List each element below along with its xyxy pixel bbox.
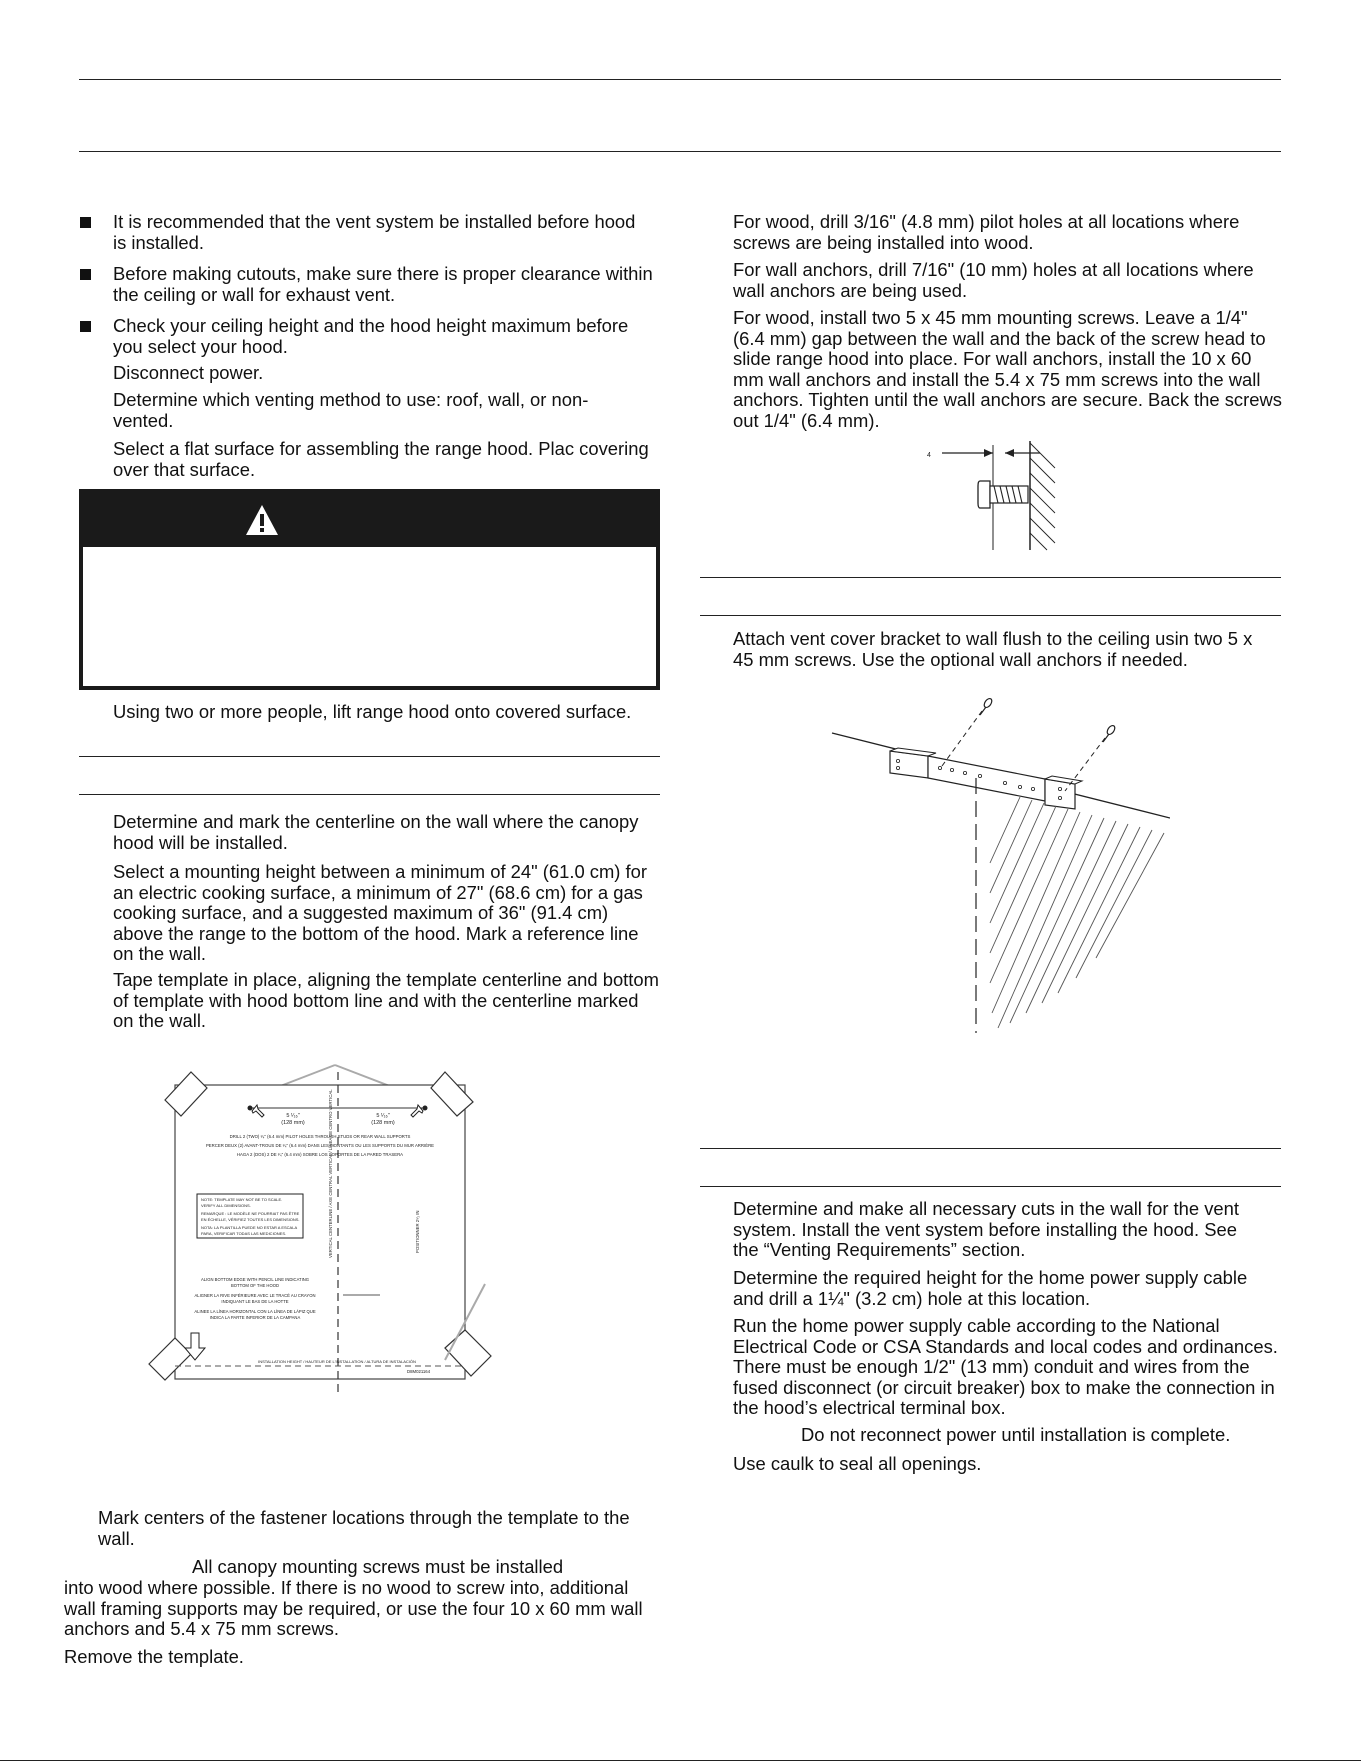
note-line-5: NOTA: LA PLANTILLA PUEDE NO ESTAR A ESCALA xyxy=(201,1225,298,1230)
align-line-5: ALINEE LA LÍNEA HORIZONTAL CON LA LÍNEA DE LÁPIZ QUE xyxy=(194,1309,316,1314)
header-rule-top xyxy=(79,79,1281,80)
step-lift-hood: Using two or more people, lift range hood onto covered surface. xyxy=(113,701,632,722)
align-line-1: ALIGN BOTTOM EDGE WITH PENCIL LINE INDICATING xyxy=(200,1277,310,1282)
bullet-square xyxy=(80,217,91,228)
section-rule xyxy=(700,1148,1281,1149)
align-line-2: BOTTOM OF THE HOOD xyxy=(230,1283,280,1288)
drill-instruction-fr: PERCER DEUX (2) AVANT-TROUS DE ¹⁄₄" (6.4 mm) DANS LES MONTANTS OU LES SUPPORTS DU MUR ARRIÈRE xyxy=(205,1143,435,1148)
step-mark-fasteners: Mark centers of the fastener locations through the template to the wall. xyxy=(98,1507,630,1549)
note-line-4: EN ÉCHELLE, VÉRIFIEZ TOUTES LES DIMENSIONS. xyxy=(201,1217,300,1222)
step-tape-template: Tape template in place, aligning the template centerline and bottom of template with hood bottom line and with the centerline marked on the wall. xyxy=(113,969,659,1031)
step-attach-bracket: Attach vent cover bracket to wall flush to the ceiling usin two 5 x 45 mm screws. Use the optional wall anchors if needed. xyxy=(733,628,1253,670)
align-line-4: INDIQUANT LE BAS DE LA HOTTE xyxy=(221,1299,289,1304)
note-line-6: PARA, VERIFICAR TODAS LAS MEDICIONES. xyxy=(201,1231,287,1236)
step-anchor-holes: For wall anchors, drill 7/16" (10 mm) holes at all locations where wall anchors are being used. xyxy=(733,259,1254,301)
step-mark-centerline: Determine and mark the centerline on the wall where the canopy hood will be installed. xyxy=(113,811,639,853)
header-rule-bottom xyxy=(79,151,1281,152)
section-rule xyxy=(700,577,1281,578)
section-rule xyxy=(79,756,660,757)
install-height-label: INSTALLATION HEIGHT / HAUTEUR DE L'INSTALLATION / ALTURA DE INSTALACIÓN xyxy=(258,1359,416,1364)
note-screws-rest: into wood where possible. If there is no wood to screw into, additional wall framing supports may be required, or use the four 10 x 60 mm wall anchors and 5.4 x 75 mm screws. xyxy=(64,1577,643,1639)
note-line-1: NOTE: TEMPLATE MAY NOT BE TO SCALE. xyxy=(201,1197,283,1202)
template-illustration xyxy=(145,1058,505,1412)
section-rule xyxy=(700,615,1281,616)
step-mounting-screws: For wood, install two 5 x 45 mm mounting screws. Leave a 1/4" (6.4 mm) gap between the wall and the back of the screw head to slide range hood into place. For wall anchors, install the 10 x 60 mm wall anchors and install the 5.4 x 75 mm screws into the wall anchors. Tighten until the wall anchors are secure. Back the screws out 1/4" (6.4 mm). xyxy=(733,307,1282,431)
dim-right-mm-label: (128 mm) xyxy=(371,1120,395,1126)
drill-instruction-es: HAGA 2 (DOS) 2 DE ¹⁄₄" (6.4 mm) SOBRE LOS SOPORTES DE LA PARED TRASERA xyxy=(236,1152,404,1157)
centerline-label: VERTICAL CENTERLINE / AXE CENTRAL VERTICAL / LÍNEA DE CENTRO VERTICAL xyxy=(328,1089,333,1258)
align-line-6: INDICA LA PARTE INFERIOR DE LA CAMPANA xyxy=(209,1315,301,1320)
bullet-square xyxy=(80,269,91,280)
step-venting-method: Determine which venting method to use: roof, wall, or non-vented. xyxy=(113,389,589,431)
bullet-ceiling-height: Check your ceiling height and the hood height maximum before you select your hood. xyxy=(113,315,629,357)
note-screws-first: All canopy mounting screws must be installed xyxy=(192,1556,564,1577)
step-run-cable: Run the home power supply cable according to the National Electrical Code or CSA Standards and local codes and ordinances. There must be enough 1/2" (13 mm) conduit and wires from the fused disconnect (or circuit breaker) box to make the connection in the hood’s electrical terminal box. xyxy=(733,1315,1278,1418)
warning-header xyxy=(83,493,656,547)
drill-instruction-en: DRILL 2 (TWO) ¹⁄₄" (6.4 mm) PILOT HOLES THROUGH STUDS OR REAR WALL SUPPORTS xyxy=(229,1134,411,1139)
part-number-label: D8M021164 xyxy=(407,1369,431,1374)
note-reconnect: Do not reconnect power until installation is complete. xyxy=(801,1424,1231,1445)
dim-right-label: 5 ¹⁄₁₆" xyxy=(376,1113,390,1119)
note-line-2: VERIFY ALL DIMENSIONS. xyxy=(201,1203,251,1208)
section-rule xyxy=(79,794,660,795)
side-label: POSITIONNER 2¹⁄₂ IN xyxy=(415,1210,420,1253)
vent-bracket-illustration xyxy=(830,693,1170,1053)
screw-gap-illustration xyxy=(920,433,1100,553)
bullet-square xyxy=(80,321,91,332)
step-power-height: Determine the required height for the home power supply cable and drill a 1¼" (3.2 cm) hole at this location. xyxy=(733,1267,1248,1309)
screw-gap-label: 4 xyxy=(927,452,931,459)
step-wall-cuts: Determine and make all necessary cuts in the wall for the vent system. Install the vent system before installing the hood. See the “Venting Requirements” section. xyxy=(733,1198,1239,1260)
step-remove-template: Remove the template. xyxy=(64,1646,244,1667)
step-flat-surface: Select a flat surface for assembling the range hood. Plac covering over that surface. xyxy=(113,438,649,480)
warning-triangle-icon xyxy=(245,504,279,536)
step-caulk: Use caulk to seal all openings. xyxy=(733,1453,982,1474)
step-pilot-holes: For wood, drill 3/16" (4.8 mm) pilot holes at all locations where screws are being installed into wood. xyxy=(733,211,1240,253)
bullet-clearance: Before making cutouts, make sure there is proper clearance within the ceiling or wall for exhaust vent. xyxy=(113,263,653,305)
step-disconnect-power: Disconnect power. xyxy=(113,362,264,383)
dim-left-label: 5 ¹⁄₁₆" xyxy=(286,1113,300,1119)
note-line-3: REMARQUE : LE MODÈLE NE POURRAIT PAS ÊTRE xyxy=(201,1211,300,1216)
align-line-3: ALIGNER LA RIVE INFÉRIEURE AVEC LE TRACÉ AU CRAYON xyxy=(194,1293,316,1298)
section-rule xyxy=(700,1186,1281,1187)
bullet-vent-first: It is recommended that the vent system be installed before hood is installed. xyxy=(113,211,636,253)
step-mounting-height: Select a mounting height between a minimum of 24" (61.0 cm) for an electric cooking surface, a minimum of 27" (68.6 cm) for a gas cooking surface, and a suggested maximum of 36" (91.4 cm) above the range to the bottom of the hood. Mark a reference line on the wall. xyxy=(113,861,647,964)
dim-left-mm-label: (128 mm) xyxy=(281,1120,305,1126)
warning-box xyxy=(79,489,660,690)
